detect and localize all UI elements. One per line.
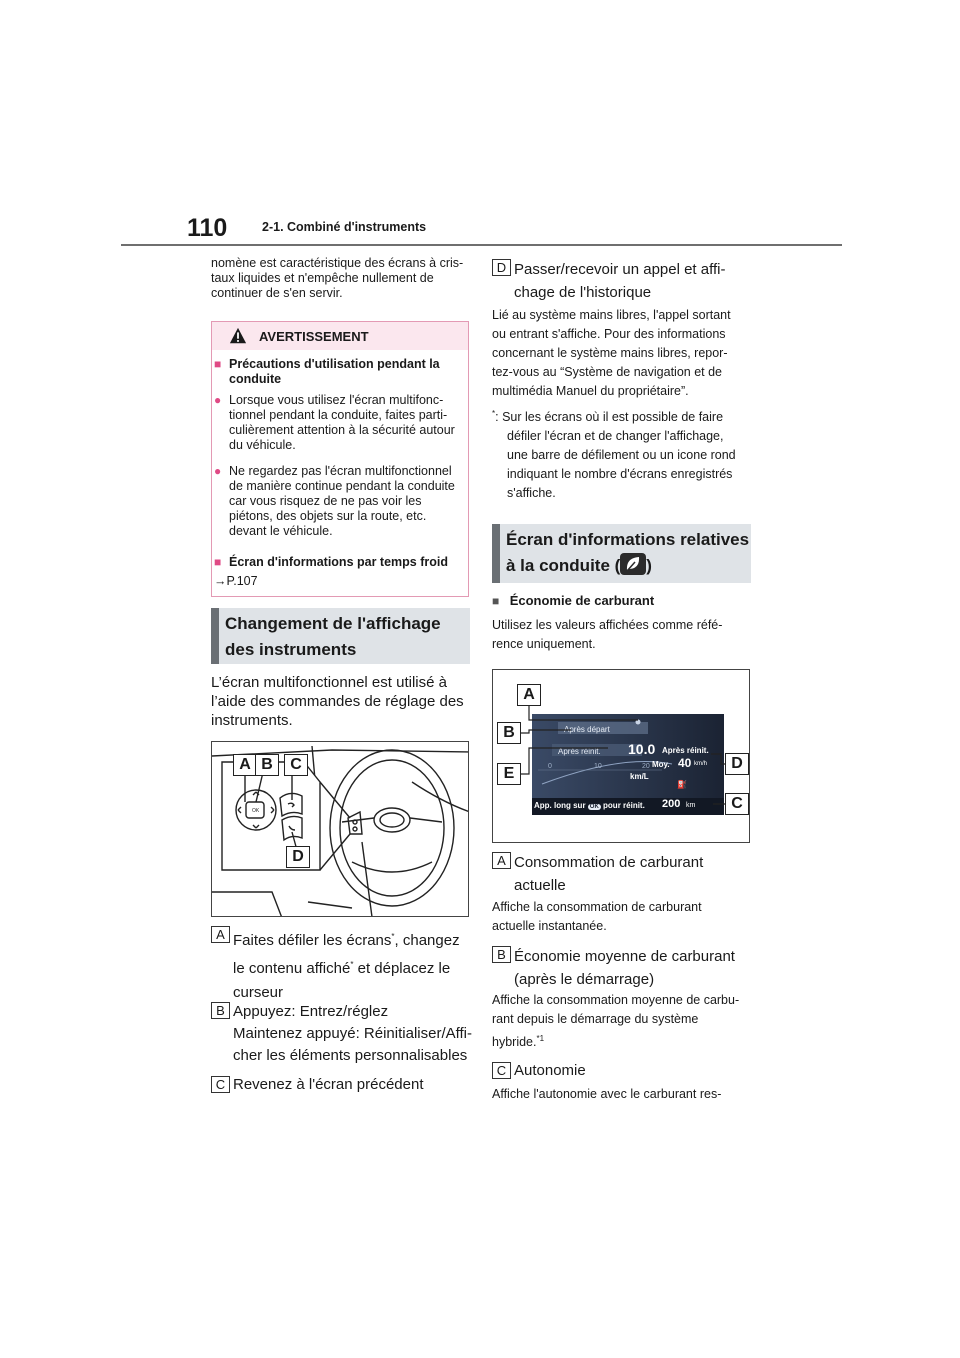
section-intro: L’écran multifonctionnel est utilisé à l’aide des commandes de réglage des instruments. bbox=[211, 674, 464, 729]
definition-b: Appuyez: Entrez/réglez Maintenez appuyé: Réinitialiser/Affi- cher les éléments personnalisables bbox=[233, 1003, 473, 1064]
scale-0: 0 bbox=[548, 763, 552, 770]
callout-label: B bbox=[255, 754, 279, 776]
section-heading-band bbox=[492, 524, 751, 583]
callout-label: A bbox=[517, 684, 541, 706]
callout-label: D bbox=[725, 753, 749, 775]
square-bullet-icon: ■ bbox=[214, 555, 222, 569]
warning-icon bbox=[229, 327, 247, 345]
fuel-economy-value: 10.0 bbox=[628, 741, 656, 757]
definition-letter: C bbox=[492, 1062, 511, 1079]
scale-20: 20 bbox=[642, 763, 650, 770]
after-reset-label: Après réinit. bbox=[558, 747, 601, 756]
intro-text: nomène est caractéristique des écrans à cris- taux liquides et n'empêche nullement de continuer de s'en servir. bbox=[211, 256, 464, 300]
definition-letter: B bbox=[211, 1002, 230, 1019]
section-title: 2-1. Combiné d'instruments bbox=[262, 220, 427, 234]
section-heading: Changement de l'affichage des instruments bbox=[225, 614, 441, 659]
page-number: 110 bbox=[187, 214, 228, 242]
sub-intro: Utilisez les valeurs affichées comme réfé- rence uniquement. bbox=[492, 618, 723, 651]
range-value: 200 bbox=[662, 798, 681, 810]
definition-title: Économie moyenne de carburant (après le démarrage) bbox=[514, 948, 735, 988]
scale-10: 10 bbox=[594, 763, 602, 770]
callout-label: D bbox=[286, 846, 310, 868]
dot-bullet-icon: ● bbox=[214, 393, 222, 407]
footnote: *: Sur les écrans où il est possible de faire défiler l'écran et de changer l'affichage, une barre de défilement ou un icone rond indiquant le nombre d'écrans enregistrés s'affiche. bbox=[492, 409, 736, 501]
ok-button-label: OK bbox=[252, 808, 260, 814]
definition-a: Faites défiler les écrans*, changez le contenu affiché* et déplacez le curseur bbox=[233, 932, 460, 1001]
ok-badge: OK bbox=[589, 804, 599, 810]
definition-c: Revenez à l'écran précédent bbox=[233, 1076, 424, 1093]
eco-leaf-icon bbox=[620, 553, 646, 575]
sub-heading: ■ Économie de carburant bbox=[492, 593, 655, 608]
callout-label: C bbox=[284, 754, 308, 776]
unit-kml: km/L bbox=[630, 772, 649, 781]
callout-label: E bbox=[497, 763, 521, 785]
callout-label: A bbox=[233, 754, 257, 776]
definition-title: Consommation de carburant actuelle bbox=[514, 854, 704, 894]
fuel-economy-figure bbox=[492, 669, 750, 843]
callout-label: B bbox=[497, 722, 521, 744]
steering-controls-figure bbox=[211, 741, 469, 917]
dot-bullet-icon: ● bbox=[214, 464, 222, 478]
range-unit: km bbox=[686, 802, 696, 809]
section-heading: Écran d'informations relatives à la conduite ( ) bbox=[506, 530, 750, 575]
definition-letter: C bbox=[211, 1076, 230, 1093]
after-reset-right-label: Après réinit. bbox=[662, 746, 709, 755]
average-speed-value: 40 bbox=[678, 756, 692, 770]
callout-label: C bbox=[725, 793, 749, 815]
definition-letter: A bbox=[492, 852, 511, 869]
fuel-pump-icon: ⛽ bbox=[677, 780, 687, 789]
definition-letter: B bbox=[492, 946, 511, 963]
definition-body: Affiche la consommation de carburant actuelle instantanée. bbox=[492, 900, 702, 933]
average-label: Moy. bbox=[652, 760, 670, 769]
section-heading-band bbox=[211, 608, 470, 664]
square-bullet-icon: ■ bbox=[492, 594, 500, 608]
reset-hint: App. long sur OK pour réinit. bbox=[534, 801, 645, 810]
definition-d-body: Lié au système mains libres, l'appel sortant ou entrant s'affiche. Pour des informations concernant le système mains libres, repor- tez-vous au “Système de navigation et de multimédia Manuel du propriétaire”. bbox=[492, 308, 731, 398]
definition-letter: D bbox=[492, 259, 511, 276]
warning-title: AVERTISSEMENT bbox=[259, 329, 369, 344]
after-start-label: Après départ bbox=[564, 725, 610, 734]
definition-title: Autonomie bbox=[514, 1062, 586, 1079]
definition-letter: A bbox=[211, 926, 230, 943]
warning-list: ■ Précautions d'utilisation pendant la conduite ● Lorsque vous utilisez l'écran multifonc-tionnel pendant la conduite, faites parti-culièrement attention à la sécurité autour du véhicule. ● Ne regardez pas l'écran multifonctionnel de manière continue pendant la conduite car vous risquez de ne pas voir les piétons, des objets sur la route, etc. devant le véhicule. ■ Écran d'informations par temps froid →P.107 bbox=[214, 357, 455, 588]
definition-d-title: Passer/recevoir un appel et affi- chage de l'historique bbox=[514, 261, 726, 301]
header-rule bbox=[121, 244, 842, 246]
square-bullet-icon: ■ bbox=[214, 357, 222, 371]
definition-body: Affiche la consommation moyenne de carbu- rant depuis le démarrage du système hybride.$^{*1}$ bbox=[492, 993, 740, 1050]
speed-unit: km/h bbox=[694, 761, 708, 767]
definition-body: Affiche l'autonomie avec le carburant res- bbox=[492, 1087, 722, 1101]
